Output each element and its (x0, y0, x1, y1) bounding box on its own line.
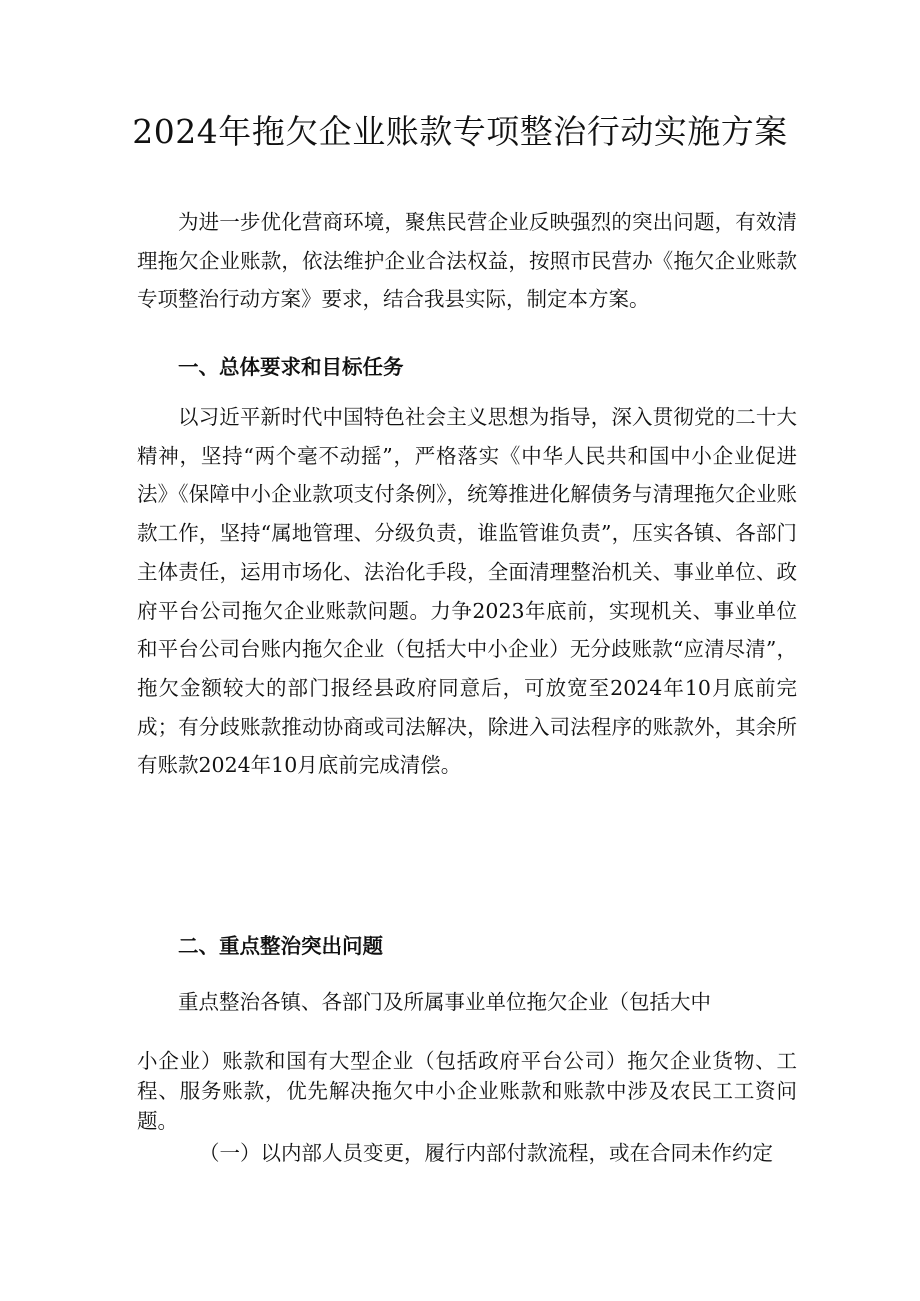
section-2-first-line: 重点整治各镇、各部门及所属事业单位拖欠企业（包括大中 (178, 990, 711, 1014)
item-1-text: （一）以内部人员变更，履行内部付款流程，或在合同未作约定 (199, 1141, 773, 1165)
section-1-heading: 一、总体要求和目标任务 (178, 355, 404, 379)
section-1-paragraph: 以习近平新时代中国特色社会主义思想为指导，深入贯彻党的二十大精神，坚持“两个毫不动摇”，严格落实《中华人民共和国中小企业促进法》《保障中小企业款项支付条例》，统筹推进化解债务与清理拖欠企业账款工作，坚持“属地管理、分级负责，谁监管谁负责”，压实各镇、各部门主体责任，运用市场化、法治化手段，全面清理整治机关、事业单位、政府平台公司拖欠企业账款问题。力争2023年底前，实现机关、事业单位和平台公司台账内拖欠企业（包括大中小企业）无分歧账款“应清尽清”，拖欠金额较大的部门报经县政府同意后，可放宽至2024年10月底前完成；有分歧账款推动协商或司法解决，除进入司法程序的账款外，其余所有账款2024年10月底前完成清偿。 (137, 405, 797, 778)
section-2-paragraph: 小企业）账款和国有大型企业（包括政府平台公司）拖欠企业货物、工程、服务账款，优先解决拖欠中小企业账款和账款中涉及农民工工资问题。 (137, 1049, 797, 1133)
section-2-heading: 二、重点整治突出问题 (178, 934, 383, 958)
intro-paragraph: 为进一步优化营商环境，聚焦民营企业反映强烈的突出问题，有效清理拖欠企业账款，依法维护企业合法权益，按照市民营办《拖欠企业账款专项整治行动方案》要求，结合我县实际，制定本方案。 (137, 210, 797, 312)
page-title: 2024年拖欠企业账款专项整治行动实施方案 (132, 112, 788, 151)
